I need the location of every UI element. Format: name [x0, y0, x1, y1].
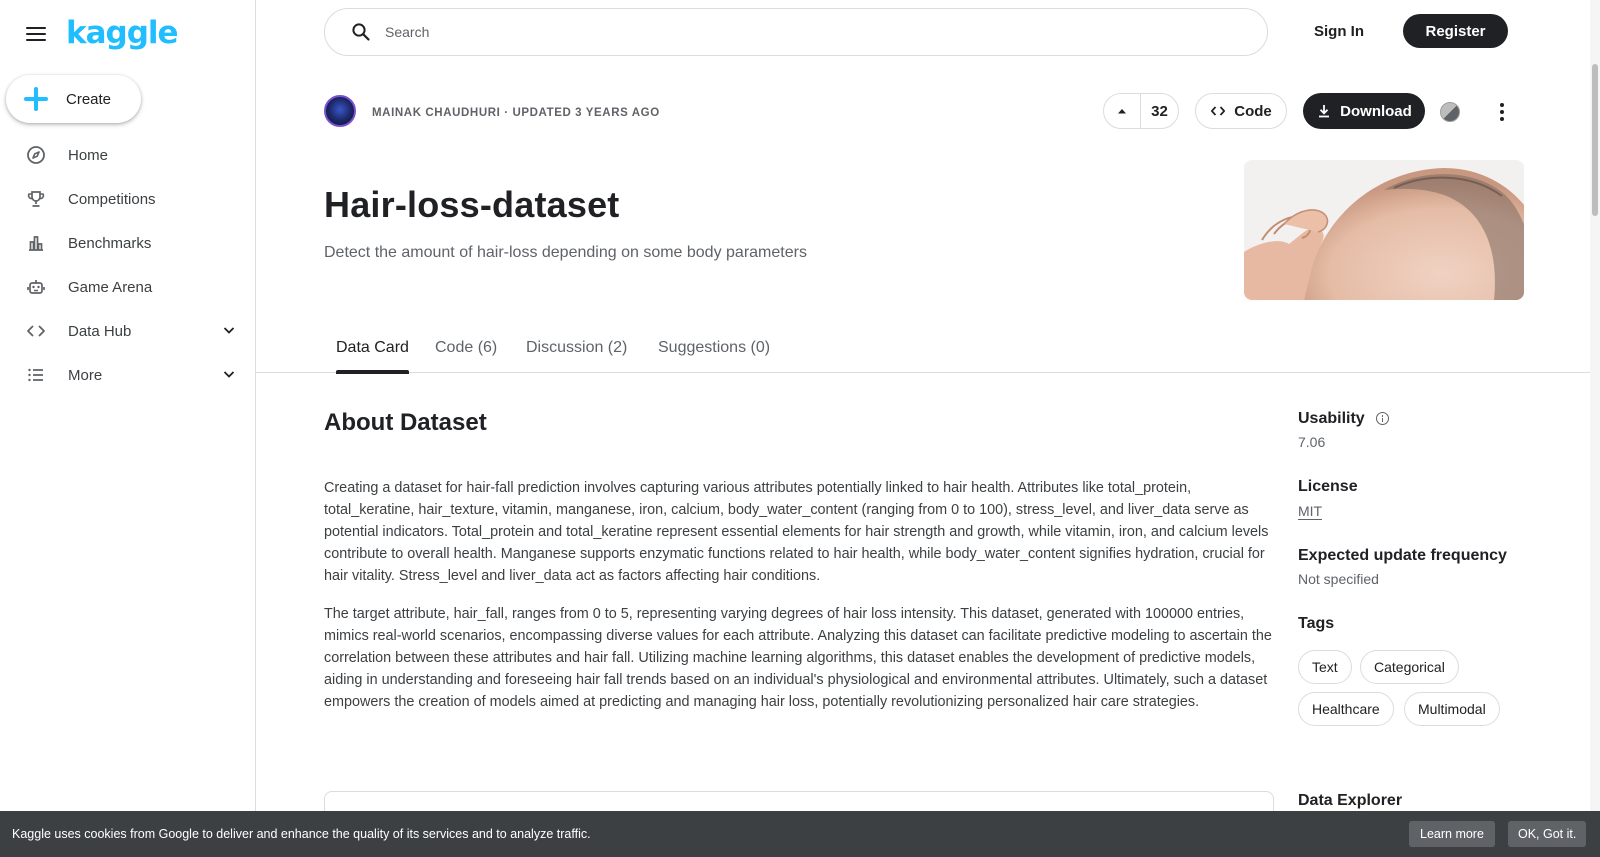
sidebar-item-competitions[interactable]	[0, 177, 256, 221]
ok-got-it-button[interactable]: OK, Got it.	[1508, 821, 1586, 847]
theme-toggle-icon[interactable]	[1440, 102, 1460, 122]
sidebar-item-game-arena[interactable]	[0, 265, 256, 309]
tag-chip[interactable]: Multimodal	[1404, 692, 1500, 726]
sidebar-item-home[interactable]	[0, 133, 256, 177]
tab-data-card[interactable]: Data Card	[336, 330, 409, 373]
sign-in-button[interactable]: Sign In	[1314, 22, 1364, 40]
sidebar-item-data-hub[interactable]	[0, 309, 256, 353]
code-button-label: Code	[1234, 102, 1272, 120]
frequency-label: Expected update frequency	[1298, 547, 1507, 564]
caret-up-icon	[1116, 105, 1128, 117]
trophy-icon	[26, 189, 46, 209]
dataset-cover-image	[1244, 160, 1524, 300]
download-button[interactable]	[1303, 93, 1425, 129]
tab-suggestions[interactable]: Suggestions (0)	[658, 339, 771, 356]
list-icon	[26, 365, 46, 385]
sidebar	[0, 0, 256, 857]
author-byline: MAINAK CHAUDHURI · UPDATED 3 YEARS AGO	[372, 107, 660, 119]
tags-label: Tags	[1298, 615, 1335, 632]
learn-more-button[interactable]: Learn more	[1409, 821, 1495, 847]
sidebar-item-label: More	[68, 366, 103, 384]
kaggle-logo[interactable]: kaggle	[66, 15, 178, 51]
robot-icon	[26, 277, 46, 297]
chevron-down-icon[interactable]	[222, 323, 236, 337]
upvote-button[interactable]	[1104, 94, 1141, 128]
about-paragraph-1: Creating a dataset for hair-fall prediction involves capturing various attributes potentially linked to hair health. Attributes like total_protein, total_keratine, hair_texture, vitamin, manganese, iron, calcium, body_water_content (ranging from 0 to 100), stress_level, and liver_data serve as potential indicators. Total_protein and total_keratine represent essential elements for hair strength and growth, while vitamin, iron, and calcium levels contribute to overall health. Manganese supports enzymatic functions related to hair health, while body_water_content signifies hydration, crucial for hair vitality. Stress_level and liver_data act as factors affecting hair conditions.	[324, 480, 1269, 584]
vote-widget	[1103, 93, 1179, 129]
sidebar-item-benchmarks[interactable]	[0, 221, 256, 265]
code-button[interactable]	[1195, 93, 1287, 129]
page-scrollbar[interactable]	[1590, 0, 1600, 811]
download-icon	[1316, 103, 1332, 119]
hamburger-menu-icon[interactable]	[24, 22, 48, 46]
search-input[interactable]	[385, 24, 1185, 40]
sidebar-item-label: Game Arena	[68, 278, 153, 296]
vote-count: 32	[1151, 102, 1168, 120]
sidebar-item-label: Competitions	[68, 190, 156, 208]
license-link[interactable]: MIT	[1298, 503, 1323, 519]
compass-icon	[26, 145, 46, 165]
search-bar[interactable]	[324, 8, 1268, 56]
sidebar-header	[24, 15, 178, 51]
frequency-value: Not specified	[1298, 571, 1379, 587]
sidebar-item-label: Home	[68, 146, 109, 164]
bar-chart-icon	[26, 233, 46, 253]
tab-discussion[interactable]: Discussion (2)	[526, 339, 628, 356]
dataset-title: Hair-loss-dataset	[324, 184, 620, 225]
about-paragraph-2: The target attribute, hair_fall, ranges from 0 to 5, representing varying degrees of hair loss intensity. This dataset, generated with 100000 entries, mimics real-world scenarios, encompassing diverse values for each attribute. Analyzing this dataset can facilitate predictive modeling to ascertain the correlation between these attributes and hair fall. Utilizing machine learning algorithms, this dataset enables the development of predictive models, aiding in understanding and foreseeing hair fall trends based on an individual's physiological and environmental attributes. Ultimately, such a dataset empowers the creation of models aimed at predicting and managing hair loss, potentially revolutionizing personalized hair care strategies.	[324, 606, 1272, 710]
scrollbar-thumb[interactable]	[1592, 64, 1598, 216]
sidebar-item-more[interactable]	[0, 353, 256, 397]
search-icon	[351, 22, 371, 42]
cookie-text: Kaggle uses cookies from Google to deliver and enhance the quality of its services and to analyze traffic.	[12, 827, 591, 841]
dataset-tabs	[256, 330, 1590, 373]
chevron-down-icon[interactable]	[222, 367, 236, 381]
create-label: Create	[66, 90, 112, 108]
plus-icon	[24, 87, 48, 111]
code-brackets-icon	[26, 321, 46, 341]
register-button[interactable]: Register	[1403, 14, 1508, 48]
tag-chip[interactable]: Healthcare	[1298, 692, 1394, 726]
tab-code[interactable]: Code (6)	[435, 339, 498, 356]
tag-chip[interactable]: Text	[1298, 650, 1352, 684]
sidebar-item-label: Benchmarks	[68, 234, 152, 252]
tag-chip[interactable]: Categorical	[1360, 650, 1459, 684]
dataset-subtitle: Detect the amount of hair-loss depending on some body parameters	[324, 244, 807, 261]
code-brackets-icon	[1210, 103, 1226, 119]
download-button-label: Download	[1340, 102, 1412, 120]
sidebar-item-label: Data Hub	[68, 322, 132, 340]
create-button[interactable]	[6, 75, 141, 123]
info-icon[interactable]	[1376, 412, 1389, 425]
cookie-banner	[0, 811, 1600, 857]
usability-value: 7.06	[1298, 434, 1326, 450]
more-options-icon[interactable]	[1490, 100, 1514, 124]
about-heading: About Dataset	[324, 409, 487, 436]
usability-label: Usability	[1298, 410, 1365, 427]
author-avatar[interactable]	[324, 95, 356, 127]
license-label: License	[1298, 478, 1358, 495]
data-explorer-label: Data Explorer	[1298, 792, 1403, 809]
sidebar-nav	[0, 133, 256, 397]
